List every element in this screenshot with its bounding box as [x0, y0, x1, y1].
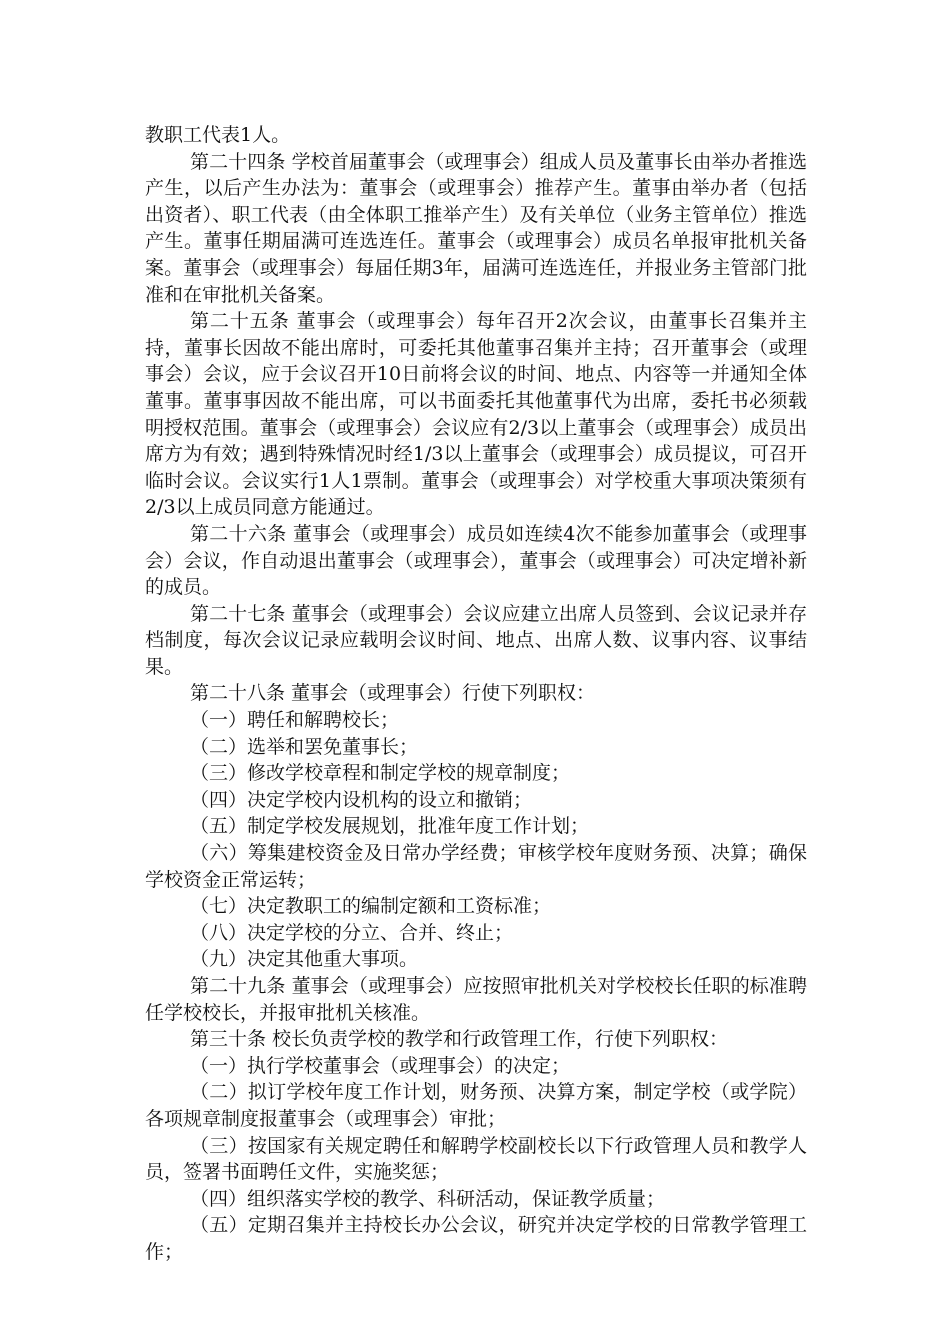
article-30-item-5: （五）定期召集并主持校长办公会议，研究并决定学校的日常教学管理工作； [145, 1214, 807, 1263]
article-30-item-4: （四）组织落实学校的教学、科研活动，保证教学质量； [190, 1187, 666, 1210]
article-28-item-4: （四）决定学校内设机构的设立和撤销； [190, 788, 533, 811]
article-27: 第二十七条 董事会（或理事会）会议应建立出席人员签到、会议记录并存档制度，每次会议记录应载明会议时间、地点、出席人数、议事内容、议事结果。 [145, 602, 807, 678]
article-28-item-6: （六）筹集建校资金及日常办学经费；审核学校年度财务预、决算；确保学校资金正常运转； [145, 842, 807, 891]
article-30-item-1: （一）执行学校董事会（或理事会）的决定； [190, 1054, 571, 1077]
article-28-item-5: （五）制定学校发展规划，批准年度工作计划； [190, 815, 590, 838]
article-28-item-1: （一）聘任和解聘校长； [190, 709, 400, 732]
article-30: 第三十条 校长负责学校的教学和行政管理工作，行使下列职权： [190, 1028, 729, 1051]
paragraph-intro: 教职工代表1人。 [145, 124, 291, 146]
article-30-item-3: （三）按国家有关规定聘任和解聘学校副校长以下行政管理人员和教学人员，签署书面聘任文件，实施奖惩； [145, 1134, 807, 1184]
article-28-item-7: （七）决定教职工的编制定额和工资标准； [190, 895, 552, 918]
article-24: 第二十四条 学校首届董事会（或理事会）组成人员及董事长由举办者推选产生，以后产生办法为：董事会（或理事会）推荐产生。董事由举办者（包括出资者）、职工代表（由全体职工推举产生）及有关单位（业务主管单位）推选产生。董事任期届满可连选连任。董事会（或理事会）成员名单报审批机关备案。董事会（或理事会）每届任期3年，届满可连选连任，并报业务主管部门批准和在审批机关备案。 [145, 150, 807, 306]
article-28-item-9: （九）决定其他重大事项。 [190, 948, 419, 971]
article-25: 第二十五条 董事会（或理事会）每年召开2次会议，由董事长召集并主持，董事长因故不能出席时，可委托其他董事召集并主持；召开董事会（或理事会）会议，应于会议召开10日前将会议的时间、地点、内容等一并通知全体董事。董事事因故不能出席，可以书面委托其他董事代为出席，委托书必须载明授权范围。董事会（或理事会）会议应有2/3以上董事会（或理事会）成员出席方为有效；遇到特殊情况时经1/3以上董事会（或理事会）成员提议，可召开临时会议。会议实行1人1票制。董事会（或理事会）对学校重大事项决策须有2/3以上成员同意方能通过。 [145, 310, 807, 519]
article-28-item-8: （八）决定学校的分立、合并、终止； [190, 921, 514, 944]
document-page [145, 122, 807, 1266]
article-28-item-3: （三）修改学校章程和制定学校的规章制度； [190, 762, 571, 785]
article-28: 第二十八条 董事会（或理事会）行使下列职权： [190, 682, 596, 705]
article-28-item-2: （二）选举和罢免董事长； [190, 735, 419, 758]
article-30-item-2: （二）拟订学校年度工作计划，财务预、决算方案，制定学校（或学院）各项规章制度报董事会（或理事会）审批； [145, 1081, 807, 1130]
article-29: 第二十九条 董事会（或理事会）应按照审批机关对学校校长任职的标准聘任学校校长，并报审批机关核准。 [145, 975, 807, 1024]
article-26: 第二十六条 董事会（或理事会）成员如连续4次不能参加董事会（或理事会）会议，作自动退出董事会（或理事会），董事会（或理事会）可决定增补新的成员。 [145, 522, 807, 599]
